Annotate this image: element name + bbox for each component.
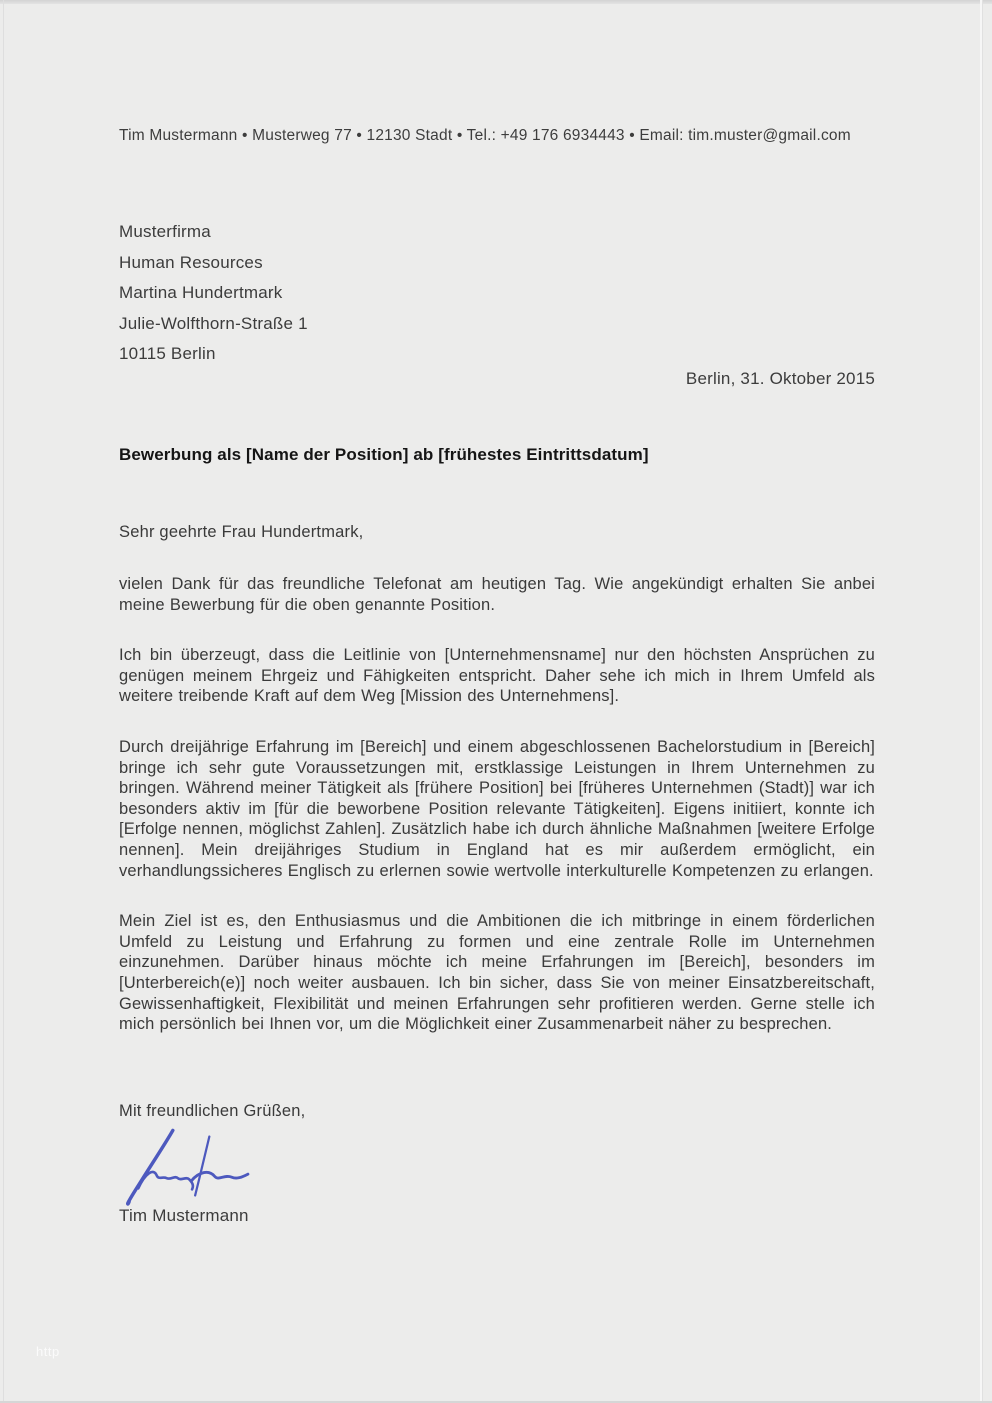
recipient-company: Musterfirma xyxy=(119,222,211,241)
salutation: Sehr geehrte Frau Hundertmark, xyxy=(119,523,364,541)
recipient-contact-name: Martina Hundertmark xyxy=(119,283,283,303)
body-paragraph-1: vielen Dank für das freundliche Telefonat am heutigen Tag. Wie angekündigt erhalten Sie anbei meine Bewerbung für die oben genannte Position. xyxy=(119,575,875,614)
signature-path xyxy=(128,1130,173,1204)
recipient-street: Julie-Wolfthorn-Straße 1 xyxy=(119,313,308,333)
letter-body xyxy=(119,574,875,1065)
page-right-edge xyxy=(980,0,983,1403)
body-paragraph-3: Durch dreijährige Erfahrung im [Bereich] und einem abgeschlossenen Bachelorstudium in [Bereich] bringe ich sehr gute Voraussetzungen mit, erstklassige Leistungen in Ihrem Unternehmen zu bringen. Während meiner Tätigkeit als [frühere Position] bei [früheres Unternehmen (Stadt)] war ich besonders aktiv im [für die beworbene Position relevante Tätigkeiten]. Eigens initiiert, konnte ich [Erfolge nennen, möglichst Zahlen]. Zusätzlich habe ich durch ähnliche Maßnahmen [weitere Erfolge nennen]. Mein dreijähriges Studium in England hat es mir außerdem ermöglicht, ein verhandlungssicheres Englisch zu erlernen sowie wertvolle interkulturelle Kompetenzen zu erlangen. xyxy=(119,737,875,880)
recipient-department: Human Resources xyxy=(119,252,263,272)
body-paragraph-4: Mein Ziel ist es, den Enthusiasmus und die Ambitionen die ich mitbringe in einem förderlichen Umfeld zu Leistung und Erfahrung zu formen und eine zentrale Rolle im Unternehmen einzunehmen. Darüber hinaus möchte ich meine Erfahrungen im [Bereich], besonders im [Unterbereich(e)] noch weiter ausbauen. Ich bin sicher, dass Sie von meiner Einsatzbereitschaft, Gewissenhaftigkeit, Flexibilität und meinen Erfahrungen sehr profitieren werden. Gerne stelle ich mich persönlich bei Ihnen vor, um die Möglichkeit einer Zusammenarbeit näher zu besprechen. xyxy=(119,912,875,1034)
page-left-edge xyxy=(3,0,4,1403)
recipient-city: 10115 Berlin xyxy=(119,344,216,364)
sender-info-line: Tim Mustermann • Musterweg 77 • 12130 Stadt • Tel.: +49 176 6934443 • Email: tim.muster@gmail.com xyxy=(119,127,851,144)
signature-path xyxy=(195,1137,209,1196)
date-line: Berlin, 31. Oktober 2015 xyxy=(685,369,875,388)
body-paragraph-2: Ich bin überzeugt, dass die Leitlinie von [Unternehmensname] nur den höchsten Ansprüchen zu genügen meinem Ehrgeiz und Fähigkeiten entspricht. Daher sehe ich mich in Ihrem Umfeld als weitere treibende Kraft auf dem Weg [Mission des Unternehmens]. xyxy=(119,646,875,706)
signature-name: Tim Mustermann xyxy=(119,1206,249,1225)
page-top-edge xyxy=(0,0,992,4)
watermark-text: http xyxy=(36,1344,60,1359)
recipient-address-block xyxy=(119,217,619,370)
closing-phrase: Mit freundlichen Grüßen, xyxy=(119,1102,306,1120)
subject-line: Bewerbung als [Name der Position] ab [frühestes Eintrittsdatum] xyxy=(119,445,649,464)
handwritten-signature xyxy=(120,1126,252,1208)
signature-path xyxy=(138,1172,193,1189)
